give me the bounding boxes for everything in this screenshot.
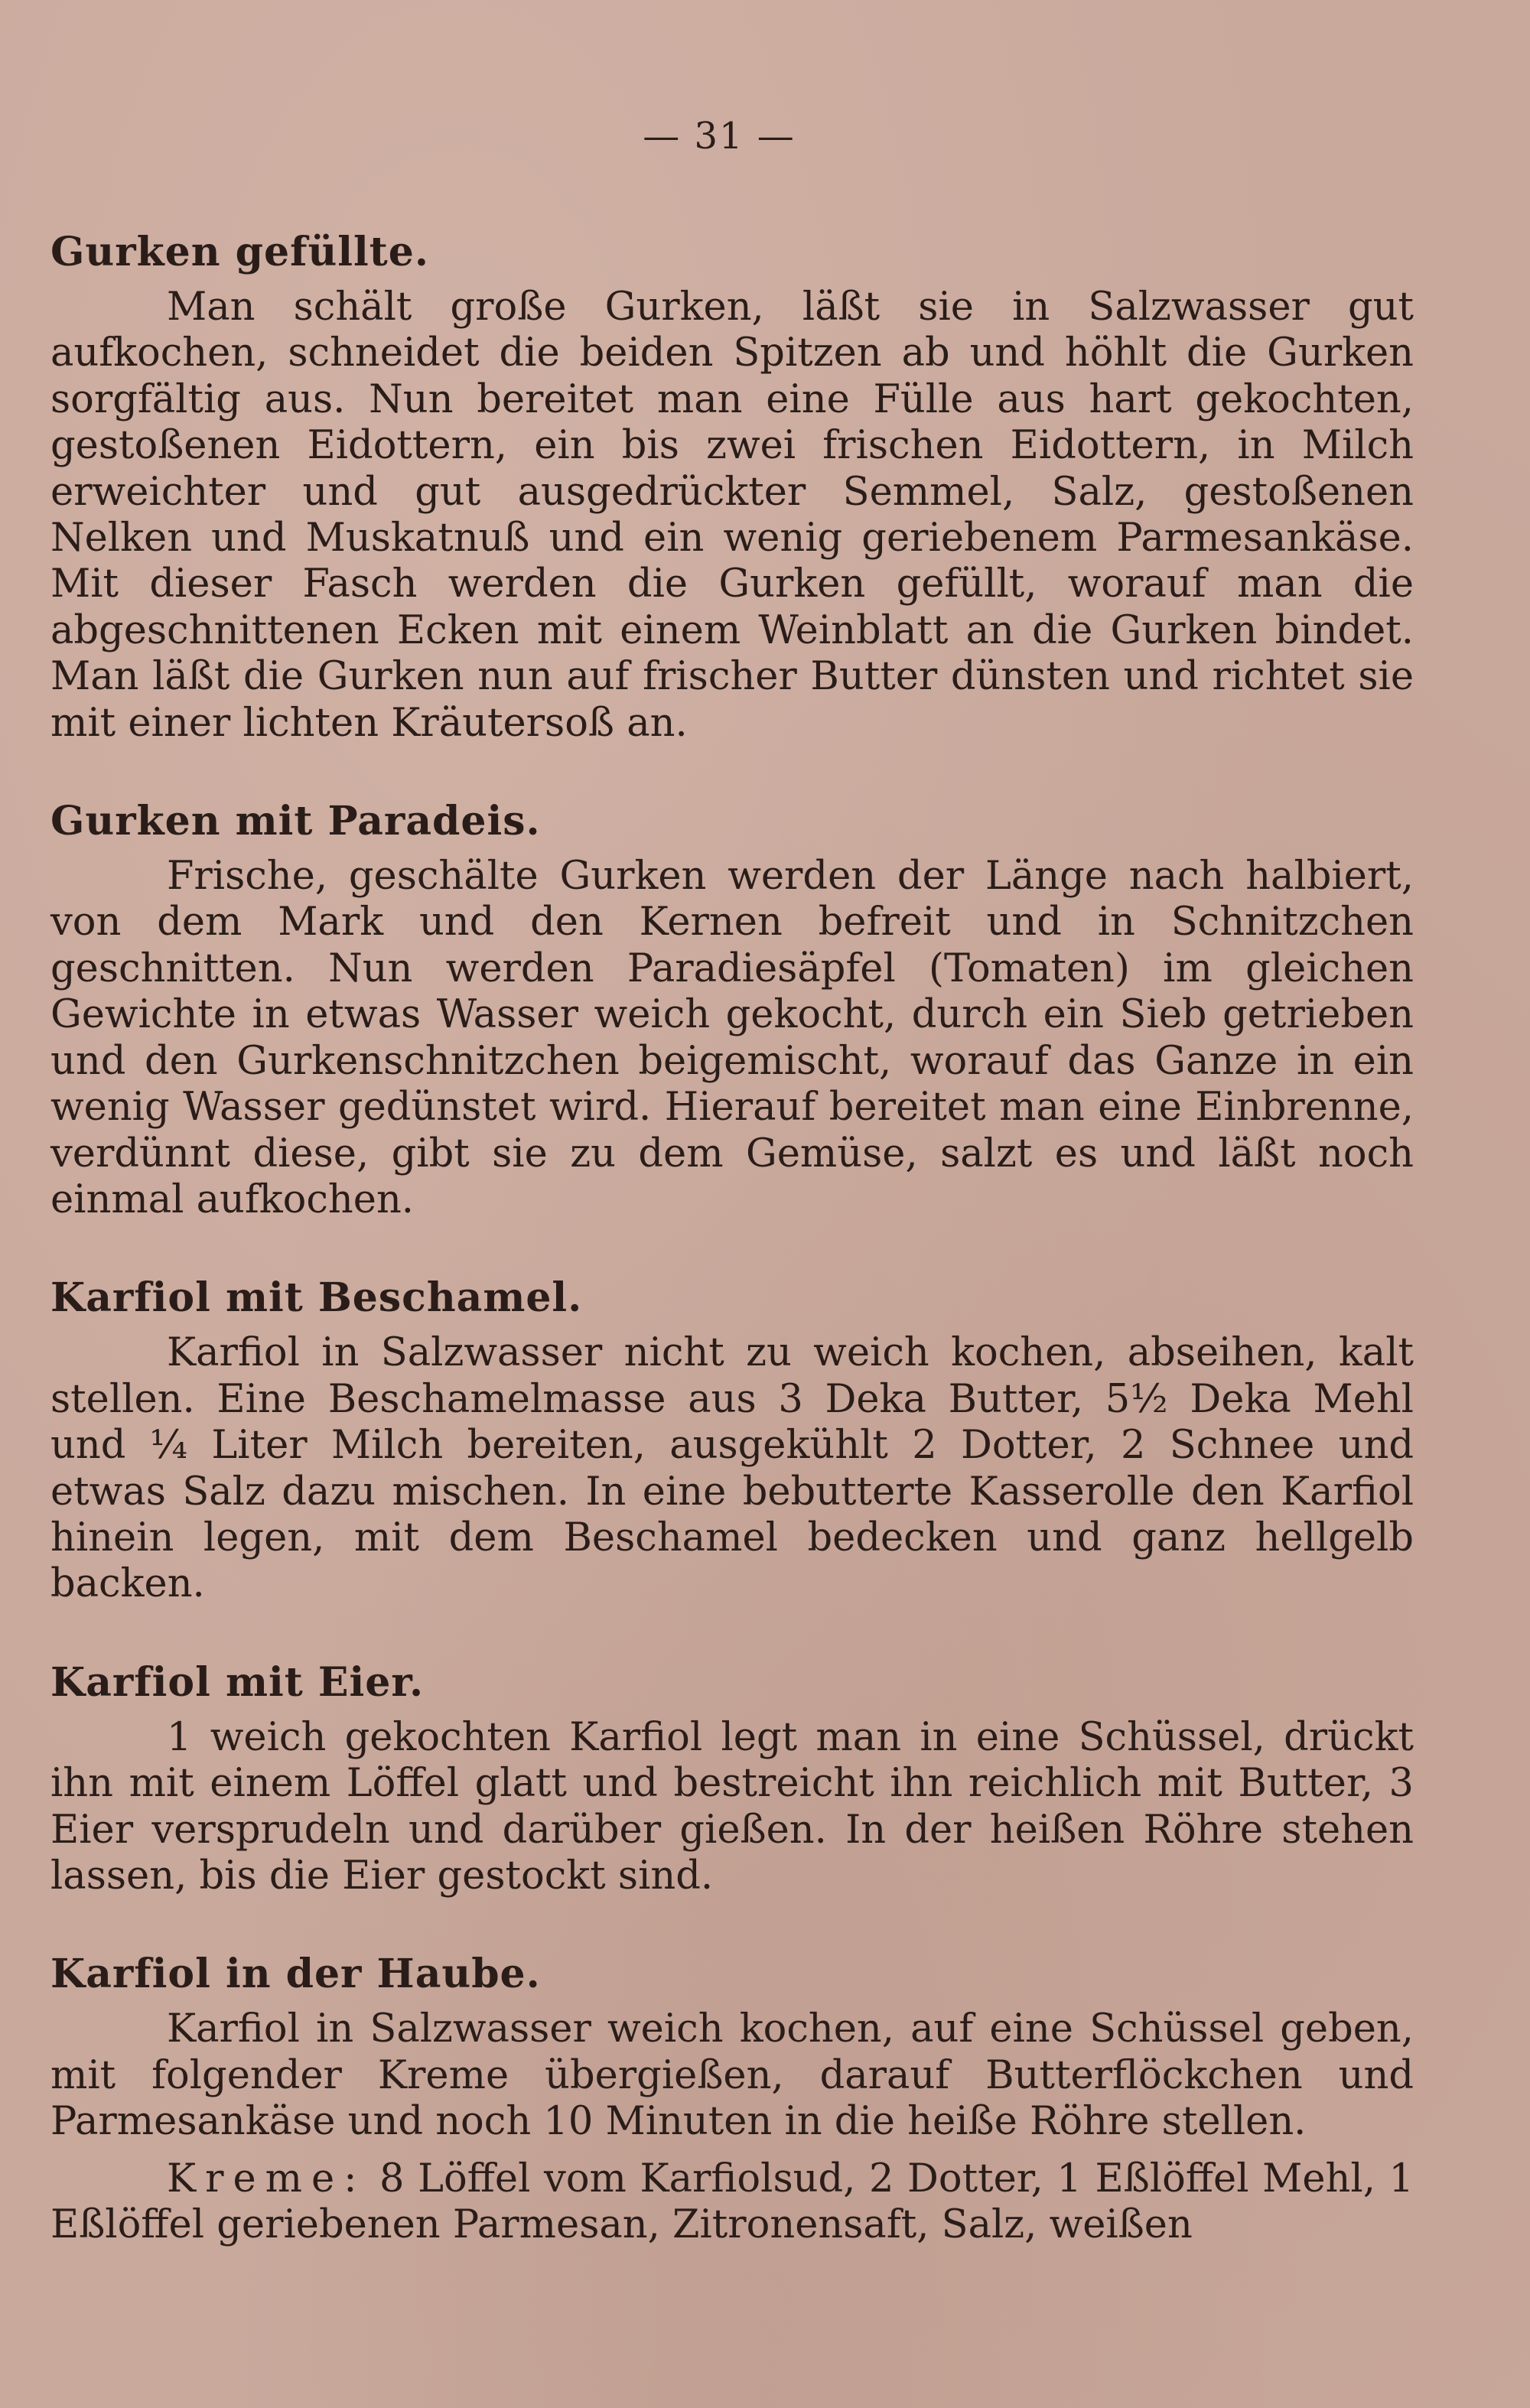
- kreme-paragraph: [50, 2156, 1414, 2249]
- recipe-paragraph: 1 weich gekochten Karfiol legt man in eine Schüssel, drückt ihn mit einem Löffel glatt und bestreicht ihn reichlich mit Butter, 3 Eier versprudeln und darüber gießen. In der heißen Röhre stehen lassen, bis die Eier gestockt sind.: [50, 1714, 1414, 1899]
- recipe-paragraph: Frische, geschälte Gurken werden der Länge nach halbiert, von dem Mark und den Kernen befreit und in Schnitzchen geschnitten. Nun werden Paradiesäpfel (Tomaten) im gleichen Gewichte in etwas Wasser weich gekocht, durch ein Sieb getrieben und den Gurkenschnitzchen beigemischt, worauf das Ganze in ein wenig Wasser gedünstet wird. Hierauf bereitet man eine Einbrenne, verdünnt diese, gibt sie zu dem Gemüse, salzt es und läßt noch einmal aufkochen.: [50, 854, 1414, 1222]
- recipe-karfiol-in-der-haube: [50, 1945, 1414, 2248]
- recipe-paragraph: Karfiol in Salzwasser nicht zu weich kochen, abseihen, kalt stellen. Eine Beschamelmasse aus 3 Deka Butter, 5½ Deka Mehl und ¼ Liter Milch bereiten, ausgekühlt 2 Dotter, 2 Schnee und etwas Salz dazu mischen. In eine bebutterte Kasserolle den Karfiol hinein legen, mit dem Beschamel bedecken und ganz hellgelb backen.: [50, 1330, 1414, 1607]
- kreme-text: 8 Löffel vom Karfiolsud, 2 Dotter, 1 Eßlöffel Mehl, 1 Eßlöffel geriebenen Parmesan, Zitronensaft, Salz, weißen: [50, 2156, 1414, 2247]
- recipe-heading: Karfiol mit Eier.: [50, 1658, 425, 1706]
- recipe-paragraph: Man schält große Gurken, läßt sie in Salzwasser gut aufkochen, schneidet die beiden Spitzen ab und höhlt die Gurken sorgfältig aus. Nun bereitet man eine Fülle aus hart gekochten, gestoßenen Eidottern, ein bis zwei frischen Eidottern, in Milch erweichter und gut ausgedrückter Semmel, Salz, gestoßenen Nelken und Muskatnuß und ein wenig geriebenem Parmesankäse. Mit dieser Fasch werden die Gurken gefüllt, worauf man die abgeschnittenen Ecken mit einem Weinblatt an die Gurken bindet. Man läßt die Gurken nun auf frischer Butter dünsten und richtet sie mit einer lichten Kräutersoß an.: [50, 285, 1414, 746]
- recipe-heading: Gurken mit Paradeis.: [50, 798, 541, 845]
- recipe-heading: Karfiol in der Haube.: [50, 1951, 541, 1998]
- paragraph-gap: [50, 2146, 1414, 2156]
- recipe-karfiol-mit-eier: [50, 1654, 1414, 1900]
- recipe-heading: Gurken gefüllte.: [50, 229, 429, 275]
- kreme-label: Kreme:: [167, 2156, 366, 2201]
- recipe-karfiol-mit-beschamel: [50, 1269, 1414, 1607]
- page-number: — 31 —: [643, 115, 796, 158]
- recipe-paragraph: Karfiol in Salzwasser weich kochen, auf eine Schüssel geben, mit folgender Kreme übergießen, darauf Butterflöckchen und Parmesankäse und noch 10 Minuten in die heiße Röhre stellen.: [50, 2006, 1414, 2145]
- recipe-gurken-gefuellte: [50, 223, 1414, 747]
- page-body: [50, 223, 1414, 2248]
- recipe-gurken-mit-paradeis: [50, 792, 1414, 1223]
- recipe-heading: Karfiol mit Beschamel.: [50, 1274, 583, 1322]
